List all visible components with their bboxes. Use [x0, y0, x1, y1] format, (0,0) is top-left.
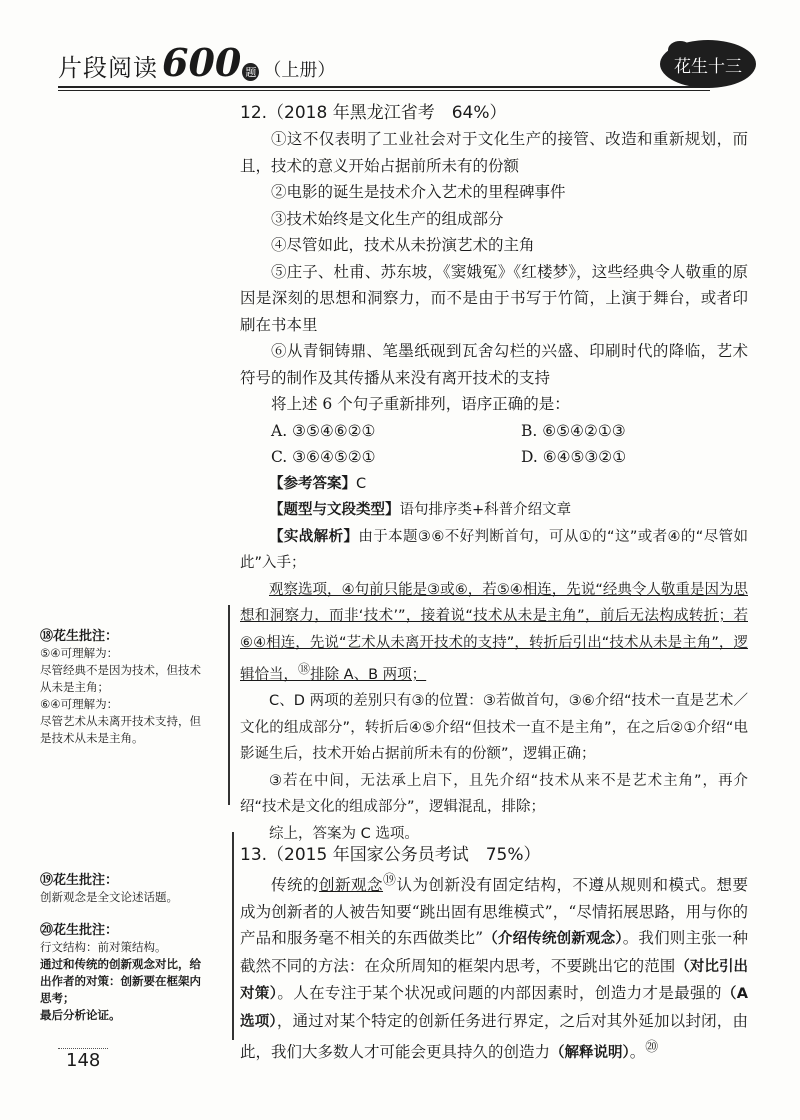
q13-keyword: 创新观念 [319, 876, 384, 895]
q13-text-3: 。我们则主张一种截然不同的方法：在众所周知的框架内思考，不要跳出它的范围 [240, 929, 748, 975]
option-c: C. ③⑥④⑤②① [271, 448, 376, 466]
side-note-18-line: ⑤④可理解为： [40, 646, 119, 660]
side-note-19-title: ⑲花生批注： [40, 873, 119, 888]
answer-value: C [356, 475, 367, 492]
side-note-18-line: 尽管经典不是因为技术，但技术从未是主角； [40, 663, 201, 694]
q13-text-4: 。人在专注于某个状况或问题的内部因素时，创造力才是最强的 [277, 984, 722, 1003]
analysis-2-tail: 排除 A、B 两项； [310, 666, 427, 683]
side-note-20-line: 行文结构：前对策结构。 [40, 940, 167, 954]
q13-text-2: 认为创新没有固定结构，不遵从规则和模式。想要成为创新者的人被告知要“跳出固有思维模式”，“尽情拓展思路，用与你的产品和服务毫不相关的东西做类比” [240, 876, 748, 948]
type-label: 【题型与文段类型】 [269, 502, 400, 518]
reference-answer [240, 471, 748, 498]
side-note-20-line: 最后分析论证。 [40, 1008, 121, 1022]
side-note-18-line: ⑥④可理解为： [40, 697, 119, 711]
q13-text-5: ，通过对某个特定的创新任务进行界定，之后对其外延加以封闭，由此，我们大多数人才可能会更具持久的创造力 [240, 1011, 748, 1062]
analysis-label: 【实战解析】 [269, 528, 359, 545]
logo-text: 花生十三 [674, 57, 742, 77]
options [271, 418, 748, 471]
analysis-3: C、D 两项的差别只有③的位置：③若做首句，③⑥介绍“技术一直是艺术／文化的组成部分”，转折后④⑤介绍“但技术一直不是主角”，在之后②①介绍“电影诞生后，技术开始占据前所未有的份额”，逻辑正确； [240, 693, 748, 763]
q13-note-2: （对比引出对策） [240, 958, 748, 1003]
side-note-19-text: 创新观念是全文论述话题。 [40, 890, 178, 904]
q13-body [240, 868, 748, 1067]
annotation-mark-18: ⑱ [298, 662, 311, 676]
question-type [240, 497, 748, 524]
q12-body [240, 126, 748, 847]
annotation-mark-19: ⑲ [383, 873, 397, 888]
analysis-2 [240, 577, 748, 689]
book-ti: 题 [242, 63, 259, 81]
side-note-20 [40, 922, 212, 1024]
sentence-1: ①这不仅表明了工业社会对于文化生产的接管、改造和重新规划，而且，技术的意义开始占据前所未有的份额 [240, 130, 748, 175]
sentence-4: ④尽管如此，技术从未扮演艺术的主角 [271, 236, 535, 254]
option-a: A. ③⑤④⑥②① [271, 421, 376, 440]
side-note-18 [40, 628, 212, 747]
analysis-bracket-line [228, 605, 230, 805]
q13-heading: 13.（2015 年国家公务员考试 75%） [240, 845, 541, 865]
book-title: 片段阅读 [58, 54, 158, 82]
analysis-5: 综上，答案为 C 选项。 [269, 825, 419, 842]
q13-margin-line [232, 832, 234, 1040]
q13-text-6: 。 [629, 1043, 646, 1062]
q13-note-1: （介绍传统创新观念） [483, 931, 623, 948]
analysis-2-text: 观察选项，④句前只能是③或⑥，若⑤④相连，先说“经典令人敬重是因为思想和洞察力，而非‘技术’”，接着说“技术从未是主角”，前后无法构成转折；若⑥④相连，先说“艺术从未离开技术的支持”，转折后引出“技术从未是主角”，逻辑恰当， [240, 581, 748, 683]
page-number: 148 [66, 1050, 101, 1071]
header-rule-thin [58, 90, 710, 91]
page-number-rule [58, 1048, 108, 1049]
analysis-1-text: 由于本题③⑥不好判断首句，可从①的“这”或者④的“尽管如此”入手； [240, 528, 749, 571]
type-value: 语句排序类+科普介绍文章 [399, 502, 572, 518]
q13-note-4: （解释说明） [550, 1045, 630, 1062]
q13-paragraph [240, 868, 748, 1067]
sentence-6: ⑥从青铜铸鼎、笔墨纸砚到瓦舍勾栏的兴盛、印刷时代的降临，艺术符号的制作及其传播从来没有离开技术的支持 [240, 342, 748, 387]
option-d: D. ⑥④⑤③②① [521, 448, 627, 466]
q12-heading: 12.（2018 年黑龙江省考 64%） [240, 103, 507, 123]
analysis-4: ③若在中间，无法承上启下，且先介绍“技术从来不是艺术主角”，再介绍“技术是文化的组成部分”，逻辑混乱，排除； [240, 772, 748, 816]
side-note-18-line: 尽管艺术从未离开技术支持，但是技术从未是主角。 [40, 714, 201, 745]
side-note-20-line: 通过和传统的创新观念对比，给出作者的对策：创新要在框架内思考； [40, 957, 201, 1005]
question-stem: 将上述 6 个句子重新排列，语序正确的是： [271, 395, 570, 413]
answer-label: 【参考答案】 [269, 475, 356, 492]
sentence-2: ②电影的诞生是技术介入艺术的里程碑事件 [271, 183, 566, 201]
side-note-20-title: ⑳花生批注： [40, 923, 119, 938]
sentence-5: ⑤庄子、杜甫、苏东坡，《窦娥冤》《红楼梦》，这些经典令人敬重的原因是深刻的思想和洞察力，而不是由于书写于竹简，上演于舞台，或者印刷在书本里 [240, 262, 748, 334]
running-header [58, 40, 335, 85]
annotation-mark-20: ⑳ [645, 1040, 659, 1056]
q13-text-1: 传统的 [271, 876, 320, 895]
header-rule [58, 86, 710, 88]
brand-logo [658, 30, 758, 92]
analysis-1 [240, 524, 748, 577]
option-b: B. ⑥⑤④②①③ [521, 421, 626, 440]
q13-note-3: （A 选项） [240, 986, 748, 1030]
side-note-18-title: ⑱花生批注： [40, 629, 119, 644]
book-number: 600 [162, 40, 242, 85]
logo-icon [658, 30, 758, 92]
book-volume: （上册） [263, 60, 336, 81]
sentence-3: ③技术始终是文化生产的组成部分 [271, 209, 504, 228]
side-note-19 [40, 872, 212, 906]
